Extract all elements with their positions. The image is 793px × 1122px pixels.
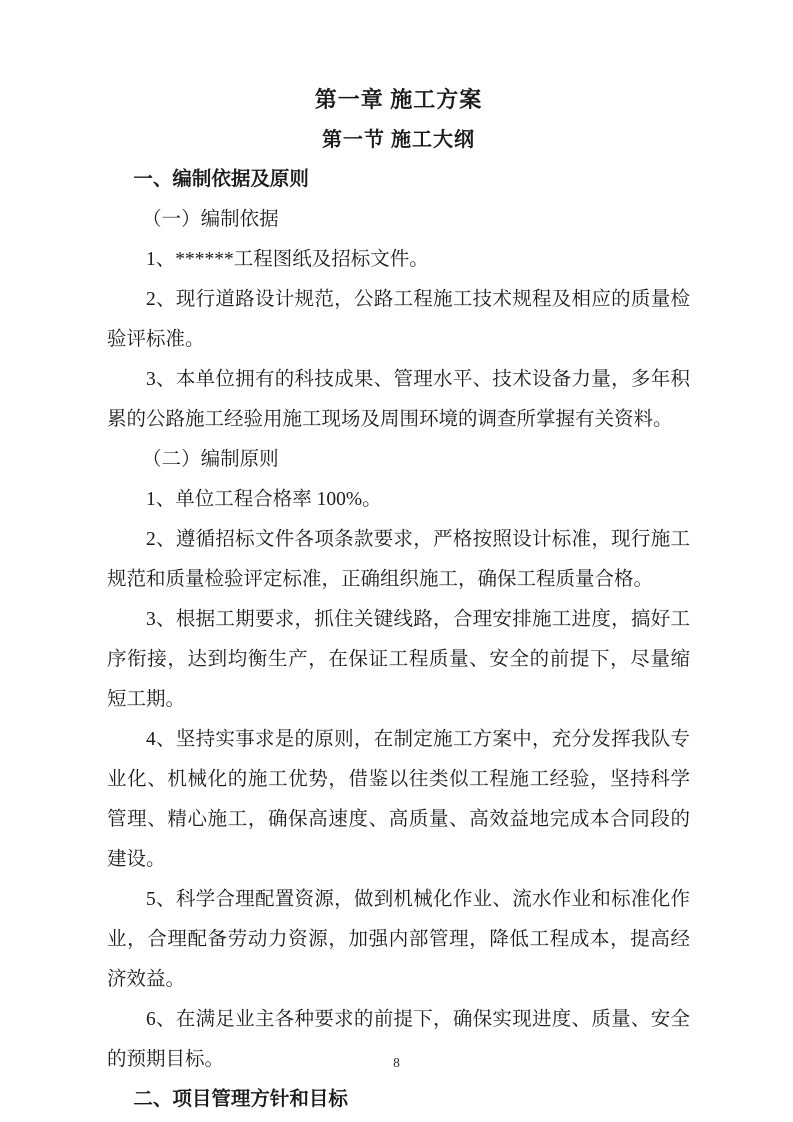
paragraph: 6、在满足业主各种要求的前提下，确保实现进度、质量、安全的预期目标。	[107, 1009, 690, 1070]
paragraph: 2、遵循招标文件各项条款要求，严格按照设计标准，现行施工规范和质量检验评定标准，正确组织施工，确保工程质量合格。	[107, 529, 690, 590]
paragraph: 4、坚持实事求是的原则，在制定施工方案中，充分发挥我队专业化、机械化的施工优势，借鉴以往类似工程施工经验，坚持科学管理、精心施工，确保高速度、高质量、高效益地完成本合同段的建设。	[107, 729, 690, 870]
paragraph: 5、科学合理配置资源，做到机械化作业、流水作业和标准化作业，合理配备劳动力资源，加强内部管理，降低工程成本，提高经济效益。	[107, 889, 690, 990]
subsection-heading: （一）编制依据	[142, 209, 279, 230]
chapter-title: 第一章 施工方案	[314, 87, 483, 112]
page-content	[107, 80, 690, 1120]
paragraph: 1、单位工程合格率 100%。	[146, 489, 382, 510]
subsection-heading: （二）编制原则	[142, 449, 279, 470]
paragraph: 3、根据工期要求，抓住关键线路，合理安排施工进度，搞好工序衔接，达到均衡生产，在保证工程质量、安全的前提下，尽量缩短工期。	[107, 609, 690, 710]
paragraph: 3、本单位拥有的科技成果、管理水平、技术设备力量，多年积累的公路施工经验用施工现场及周围环境的调查所掌握有关资料。	[107, 369, 690, 430]
page-number: 8	[393, 1055, 400, 1070]
paragraph: 2、现行道路设计规范，公路工程施工技术规程及相应的质量检验评标准。	[107, 289, 690, 350]
section-heading: 二、项目管理方针和目标	[133, 1089, 348, 1110]
paragraph: 1、******工程图纸及招标文件。	[146, 249, 429, 270]
section-heading: 一、编制依据及原则	[133, 169, 309, 190]
section-title: 第一节 施工大纲	[322, 129, 475, 151]
